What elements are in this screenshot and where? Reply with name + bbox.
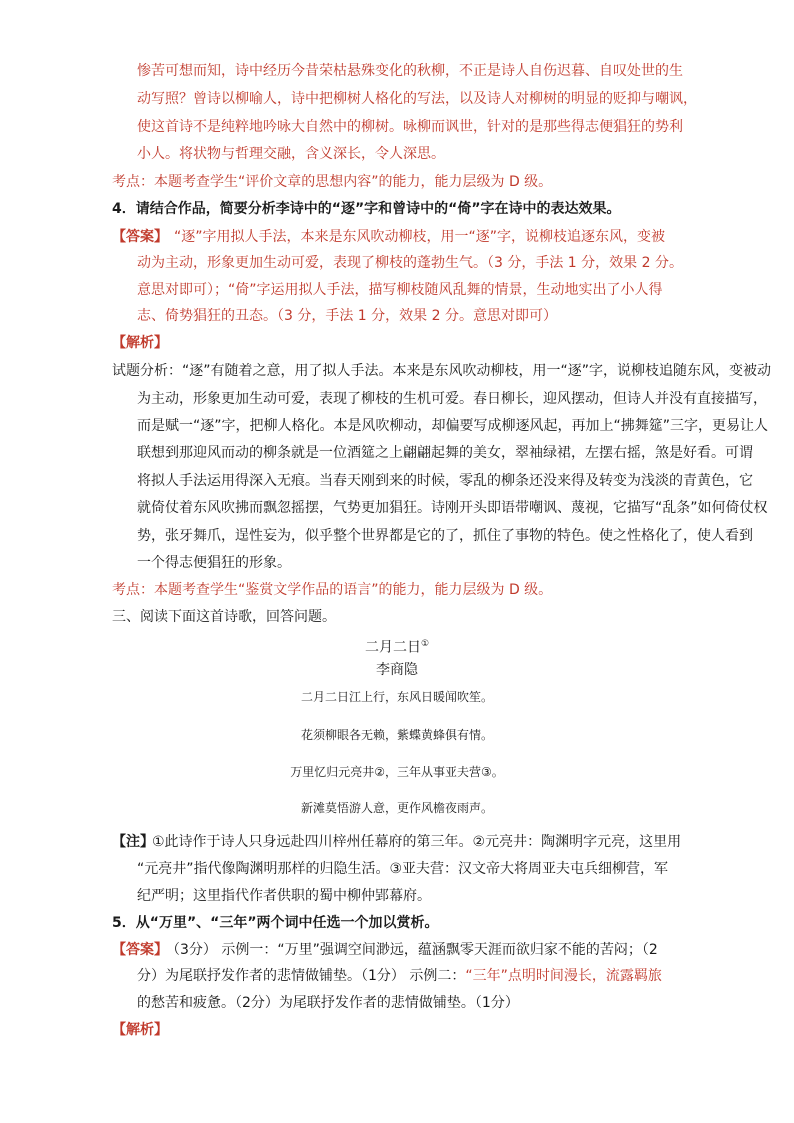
answer-text: 分）为尾联抒发作者的悲情做铺垫。（1分） 示例二：	[137, 968, 466, 984]
poem-line: 万里忆归元亮井②，三年从事亚夫营③。	[290, 765, 504, 779]
note-tag: 【注】	[112, 834, 154, 850]
note-line: ①此诗作于诗人只身远赴四川梓州任幕府的第三年。②元亮井：陶渊明字元亮，这里用	[152, 834, 682, 850]
answer-line: 意思对即可）；“倚”字运用拟人手法，描写柳枝随风乱舞的情景，生动地实出了小人得	[137, 282, 663, 298]
question-5: 5．从“万里”、“三年”两个词中任选一个加以赏析。	[112, 915, 439, 931]
analysis-line: 一个得志便猖狂的形象。	[137, 555, 291, 571]
analysis-line: 就倚仗着东风吹拂而飘忽摇摆，气势更加猖狂。诗刚开头即语带嘲讽、蔑视，它描写“乱条”如何倚仗权	[137, 500, 768, 516]
jiexi-tag: 【解析】	[112, 335, 168, 351]
jiexi-tag: 【解析】	[112, 1022, 168, 1038]
poem-author: 李商隐	[376, 662, 418, 678]
analysis-line: 为主动，形象更加生动可爱，表现了柳枝的生机可爱。春日柳长，迎风摆动，但诗人并没有直接描写，	[137, 391, 767, 407]
answer-line: 志、倚势猖狂的丑态。（3 分，手法 1 分，效果 2 分。意思对即可）	[137, 308, 557, 324]
poem-line: 二月二日江上行，东风日暖闻吹笙。	[300, 690, 493, 704]
answer-line: “逐”字用拟人手法，本来是东风吹动柳枝，用一“逐”字，说柳枝追逐东风，变被	[174, 229, 666, 245]
poem-line: 花须柳眼各无赖，紫蝶黄蜂俱有情。	[300, 728, 493, 742]
poem-title: 二月二日	[364, 639, 421, 656]
note-line: “元亮井”指代像陶渊明那样的归隐生活。③亚夫营：汉文帝大将周亚夫屯兵细柳营，军	[137, 861, 669, 877]
analysis-cont-line: 动写照？曾诗以柳喻人，诗中把柳树人格化的写法，以及诗人对柳树的明显的贬抑与嘲讽，	[137, 91, 697, 107]
question-4: 4．请结合作品，简要分析李诗中的“逐”字和曾诗中的“倚”字在诗中的表达效果。	[112, 201, 621, 217]
analysis-cont-line: 使这首诗不是纯粹地吟咏大自然中的柳树。咏柳而讽世，针对的是那些得志便猖狂的势利	[137, 119, 683, 135]
answer-line: 动为主动，形象更加生动可爱，表现了柳枝的蓬勃生气。（3 分，手法 1 分，效果 2 分。	[137, 255, 683, 271]
analysis-line: 试题分析：“逐”有随着之意，用了拟人手法。本来是东风吹动柳枝，用一“逐”字，说柳枝追随东风，变被动	[112, 363, 772, 379]
poem-title-row	[0, 634, 794, 654]
answer-line: 的愁苦和疲惫。（2分）为尾联抒发作者的悲情做铺垫。（1分）	[137, 995, 519, 1011]
analysis-line: 将拟人手法运用得深入无痕。当春天刚到来的时候，零乱的柳条还没来得及转变为浅淡的青黄色，它	[137, 473, 753, 489]
answer-tag: 【答案】	[112, 942, 168, 958]
poem-title-note: ①	[420, 639, 430, 649]
analysis-cont-line: 惨苦可想而知，诗中经历今昔荣枯悬殊变化的秋柳，不正是诗人自伤迟暮、自叹处世的生	[137, 63, 683, 79]
answer-tag: 【答案】	[112, 229, 168, 245]
note-line: 纪严明；这里指代作者供职的蜀中柳仲郢幕府。	[137, 888, 431, 904]
poem-line: 新滩莫悟游人意，更作风檐夜雨声。	[300, 801, 493, 815]
kaodian-text: 考点：本题考查学生“鉴赏文学作品的语言”的能力，能力层级为 D 级。	[112, 582, 553, 598]
answer-line: （3分） 示例一：“万里”强调空间渺远，蕴涵飘零天涯而欲归家不能的苦闷；（2	[166, 942, 658, 958]
section-heading: 三、阅读下面这首诗歌，回答问题。	[112, 609, 336, 625]
kaodian-text: 考点：本题考查学生“评价文章的思想内容”的能力，能力层级为 D 级。	[112, 174, 553, 190]
answer-line	[137, 966, 662, 986]
analysis-cont-line: 小人。将状物与哲理交融，含义深长，令人深思。	[137, 146, 445, 162]
analysis-line: 联想到那迎风而动的柳条就是一位酒筵之上翩翩起舞的美女，翠袖绿裙，左摆右摇，煞是好看。可谓	[137, 445, 753, 461]
analysis-line: 势，张牙舞爪，逞性妄为，似乎整个世界都是它的了，抓住了事物的特色。使之性格化了，使人看到	[137, 528, 753, 544]
answer-text-highlight: “三年”点明时间漫长，流露羁旅	[465, 968, 662, 984]
analysis-line: 而是赋一“逐”字，把柳人格化。本是风吹柳动，却偏要写成柳逐风起，再加上“拂舞筵”三字，更易让人	[137, 418, 769, 434]
